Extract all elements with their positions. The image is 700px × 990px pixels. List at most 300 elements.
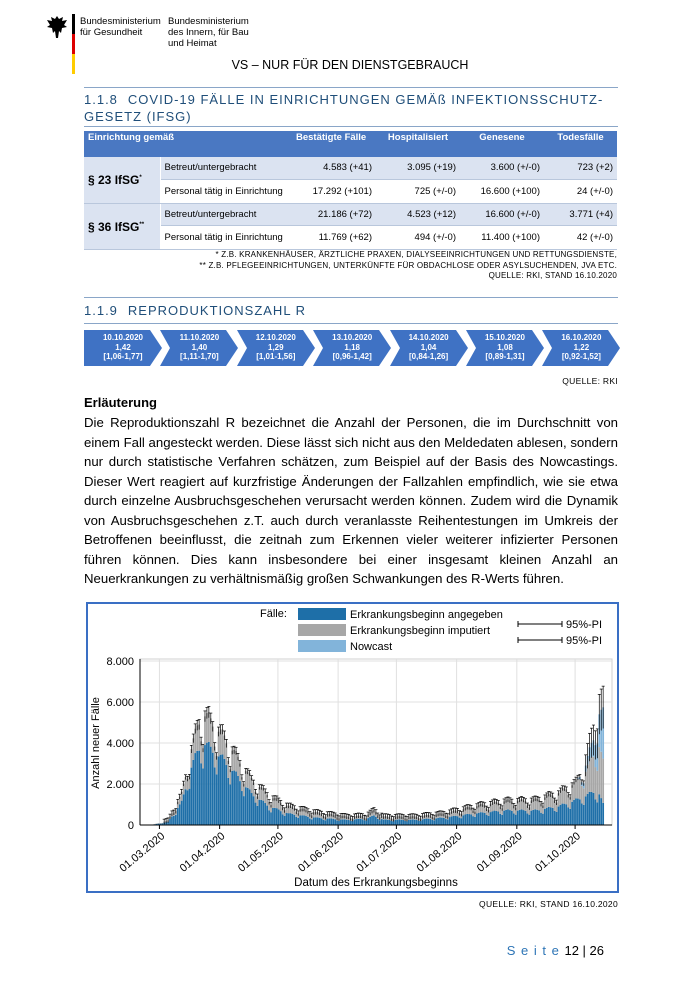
bar-reported (459, 818, 461, 825)
bar-reported (587, 794, 589, 825)
bar-reported (224, 759, 226, 825)
bar-reported (336, 820, 338, 825)
row-subcategory: Personal tätig in Einrichtung (160, 225, 290, 249)
r-value: 1,29 (268, 342, 284, 352)
bar-imputed (600, 752, 602, 798)
legend-label: Erkrankungsbeginn imputiert (350, 625, 491, 637)
bar-reported (309, 819, 311, 825)
bar-reported (416, 820, 418, 825)
bar-reported (480, 812, 482, 825)
bar-reported (595, 799, 597, 825)
bar-reported (426, 819, 428, 825)
bar-reported (253, 796, 255, 825)
legend-label: Nowcast (350, 641, 393, 653)
bar-reported (181, 801, 183, 825)
bar-reported (571, 802, 573, 825)
r-value-source: QUELLE: RKI (562, 376, 618, 386)
bar-reported (212, 753, 214, 825)
x-axis-label: Datum des Erkrankungsbeginns (294, 877, 458, 889)
bar-reported (249, 789, 251, 825)
table-header-facility: Einrichtung gemäß (84, 131, 290, 157)
bar-reported (404, 821, 406, 825)
bar-reported (350, 821, 352, 825)
group-label-23: § 23 IfSG* (84, 157, 160, 203)
r-value: 1,42 (115, 342, 131, 352)
explanation-heading: Erläuterung (84, 395, 157, 410)
table-header-hospitalized: Hospitalisiert (376, 131, 460, 157)
bar-reported (334, 819, 336, 825)
bar-reported (511, 811, 513, 825)
bar-reported (427, 819, 429, 825)
bar-reported (579, 799, 581, 825)
bar-reported (356, 819, 358, 825)
bar-reported (410, 820, 412, 825)
bar-reported (532, 810, 534, 825)
page-number: 12 | 26 (564, 943, 604, 958)
cell-deaths: 3.771 (+4) (544, 203, 617, 225)
bar-reported (379, 820, 381, 825)
bar-reported (400, 820, 402, 825)
bar-reported (218, 756, 220, 825)
r-date: 11.10.2020 (179, 333, 220, 342)
cell-recovered: 16.600 (+100) (460, 179, 544, 203)
bar-reported (288, 813, 290, 825)
bar-reported (402, 820, 404, 825)
bar-reported (505, 810, 507, 825)
bar-reported (276, 808, 278, 825)
bar-reported (439, 818, 441, 825)
bar-reported (583, 805, 585, 825)
bar-imputed (579, 779, 581, 799)
bar-reported (367, 818, 369, 825)
bar-reported (272, 808, 274, 825)
cell-confirmed: 17.292 (+101) (290, 179, 376, 203)
bar-reported (338, 821, 340, 825)
bar-reported (245, 787, 247, 825)
bar-reported (472, 816, 474, 825)
bar-reported (447, 819, 449, 825)
cell-hospitalized: 4.523 (+12) (376, 203, 460, 225)
bar-reported (490, 812, 492, 825)
bar-reported (266, 806, 268, 825)
r-confidence-interval: [0,89-1,31] (485, 352, 525, 361)
bar-reported (552, 808, 554, 825)
bar-reported (482, 812, 484, 825)
bar-reported (422, 819, 424, 825)
bar-imputed (577, 779, 579, 799)
bar-reported (470, 814, 472, 825)
bar-reported (346, 820, 348, 825)
bar-imputed (593, 757, 595, 793)
bar-reported (237, 776, 239, 825)
r-date: 12.10.2020 (255, 333, 296, 342)
r-value: 1,04 (420, 342, 437, 352)
bar-reported (462, 815, 464, 825)
bar-reported (323, 820, 325, 825)
bar-reported (391, 821, 393, 825)
page-footer (0, 943, 604, 958)
bar-reported (431, 820, 433, 825)
bar-reported (561, 804, 563, 825)
bar-reported (558, 807, 560, 825)
section-divider (84, 323, 618, 324)
section-title-ifsg: 1.1.8 COVID-19 FÄLLE IN EINRICHTUNGEN GEMÄß INFEKTIONSSCHUTZ- GESETZ (IFSG) (84, 92, 604, 124)
bar-reported (340, 819, 342, 825)
bar-reported (262, 801, 264, 825)
bar-reported (474, 817, 476, 825)
bar-reported (278, 810, 280, 825)
ministry-interior-label: Bundesministerium des Innern, für Bau und Heimat (168, 16, 249, 49)
bar-reported (352, 821, 354, 825)
bar-reported (460, 818, 462, 825)
bar-reported (412, 819, 414, 825)
r-value-arrow (390, 330, 468, 366)
r-value: 1,18 (344, 342, 360, 352)
bar-reported (371, 816, 373, 825)
bar-reported (194, 753, 196, 825)
bar-reported (519, 810, 521, 825)
bar-reported (268, 810, 270, 825)
bar-reported (389, 820, 391, 825)
bar-reported (358, 819, 360, 825)
bar-reported (361, 819, 363, 825)
bar-reported (377, 819, 379, 825)
bar-reported (499, 814, 501, 825)
r-confidence-interval: [1,06-1,77] (103, 352, 143, 361)
bar-imputed (571, 785, 573, 802)
bar-reported (270, 812, 272, 825)
bar-reported (530, 811, 532, 825)
table-row (84, 179, 617, 203)
bar-reported (441, 818, 443, 825)
bar-reported (600, 798, 602, 825)
bar-reported (342, 819, 344, 825)
bar-imputed (589, 759, 591, 792)
bar-reported (488, 816, 490, 825)
bar-reported (569, 809, 571, 825)
r-confidence-interval: [0,96-1,42] (332, 352, 372, 361)
bar-reported (247, 788, 249, 825)
table-row (84, 203, 617, 225)
cell-recovered: 16.600 (+/-0) (460, 203, 544, 225)
row-subcategory: Betreut/untergebracht (160, 157, 290, 179)
r-date: 14.10.2020 (408, 333, 449, 342)
x-tick-label: 01.09.2020 (474, 830, 525, 875)
bar-reported (169, 819, 171, 825)
bar-reported (507, 810, 509, 825)
r-date: 13.10.2020 (332, 333, 373, 342)
bar-reported (575, 798, 577, 825)
bar-reported (325, 820, 327, 825)
bar-reported (527, 814, 529, 825)
bar-reported (200, 763, 202, 825)
bar-reported (394, 820, 396, 825)
bar-reported (354, 819, 356, 825)
r-value-arrow (466, 330, 544, 366)
bar-reported (517, 811, 519, 825)
bar-reported (445, 819, 447, 825)
cell-deaths: 42 (+/-0) (544, 225, 617, 249)
bar-reported (189, 789, 191, 825)
bar-reported (173, 816, 175, 825)
bar-reported (295, 817, 297, 825)
bar-reported (567, 808, 569, 825)
bar-reported (235, 772, 237, 825)
bar-reported (598, 794, 600, 825)
bar-reported (560, 805, 562, 825)
bar-reported (478, 813, 480, 825)
bar-reported (359, 819, 361, 825)
bar-reported (375, 817, 377, 825)
y-tick-label: 2.000 (106, 779, 134, 791)
bar-reported (577, 799, 579, 825)
bar-reported (540, 813, 542, 825)
bar-reported (348, 820, 350, 825)
r-value: 1,08 (497, 342, 513, 352)
bar-reported (187, 790, 189, 825)
bar-reported (330, 818, 332, 825)
y-tick-label: 6.000 (106, 697, 134, 709)
ministry-health-label: Bundesministerium für Gesundheit (80, 16, 161, 38)
bar-reported (383, 820, 385, 825)
bar-reported (299, 815, 301, 825)
bar-reported (171, 817, 173, 825)
legend-title: Fälle: (260, 608, 287, 620)
bar-reported (591, 792, 593, 825)
bar-reported (381, 819, 383, 825)
bar-reported (602, 803, 604, 825)
x-tick-label: 01.04.2020 (177, 830, 228, 875)
bar-reported (243, 796, 245, 825)
y-tick-label: 8.000 (106, 656, 134, 668)
r-date: 10.10.2020 (102, 333, 144, 342)
bar-imputed (157, 823, 159, 824)
bar-reported (536, 810, 538, 825)
bar-reported (227, 778, 229, 825)
table-row (84, 225, 617, 249)
bar-reported (556, 812, 558, 825)
bar-reported (525, 811, 527, 825)
bar-reported (589, 792, 591, 825)
bar-reported (449, 817, 451, 825)
bar-reported (585, 796, 587, 825)
bar-reported (418, 821, 420, 825)
epicurve-chart (86, 602, 619, 893)
bar-reported (231, 771, 233, 825)
bar-reported (258, 800, 260, 825)
explanation-text: Die Reproduktionszahl R bezeichnet die Anzahl der Personen, die im Durchschnitt von einem Fall angesteckt werden. Diese lässt sich nicht aus den Meldedaten ablesen, sondern nur durch statistische Verfahren schätzen, zum Beispiel auf der Basis des Nowcastings. Dieser Wert reagiert auf kurzfristige Änderungen der Fallzahlen empfindlich, wie sie etwa durch einzelne Ausbruchsgeschehen verursacht werden können. Zudem wird die Dynamik von Ausbruchsgeschehen z.T. auch durch veranlasste Reihentestungen im Umkreis der Betroffenen beeinflusst, die zeitnah zum Erkennen vieler weiterer infizierter Personen führen können. Dies kann insbesondere bei einer insgesamt kleinen Anzahl an Neuerkrankungen zu verhältnismäßig großen Schwankungen des R-Werts führen. (84, 415, 618, 586)
bar-reported (332, 819, 334, 825)
bar-reported (297, 818, 299, 825)
bar-reported (303, 815, 305, 825)
cell-recovered: 3.600 (+/-0) (460, 157, 544, 179)
table-header-confirmed: Bestätigte Fälle (290, 131, 376, 157)
bar-reported (503, 811, 505, 825)
legend-swatch (298, 640, 346, 652)
bar-reported (321, 818, 323, 825)
bar-reported (264, 803, 266, 825)
r-value-arrow (313, 330, 391, 366)
bar-reported (284, 816, 286, 825)
y-axis-label: Anzahl neuer Fälle (90, 697, 102, 789)
bar-reported (468, 814, 470, 825)
bar-reported (292, 814, 294, 825)
row-subcategory: Betreut/untergebracht (160, 203, 290, 225)
cell-recovered: 11.400 (+100) (460, 225, 544, 249)
bar-reported (501, 815, 503, 825)
cell-hospitalized: 494 (+/-0) (376, 225, 460, 249)
bar-reported (534, 810, 536, 825)
section-divider (84, 126, 618, 127)
r-value-arrow (160, 330, 238, 366)
bar-reported (183, 794, 185, 825)
section-divider (84, 87, 618, 88)
ifsg-cases-table (84, 131, 617, 250)
bar-reported (282, 814, 284, 825)
x-tick-label: 01.07.2020 (354, 830, 405, 875)
bar-reported (216, 774, 218, 825)
bar-reported (544, 809, 546, 825)
bar-reported (369, 817, 371, 825)
bar-reported (192, 760, 194, 825)
bar-reported (206, 743, 208, 825)
bar-reported (457, 816, 459, 825)
bar-reported (443, 818, 445, 825)
bar-reported (257, 806, 259, 825)
x-tick-label: 01.08.2020 (414, 830, 465, 875)
bar-reported (437, 818, 439, 825)
bar-reported (317, 817, 319, 825)
bar-reported (286, 813, 288, 825)
bar-reported (365, 821, 367, 825)
bar-reported (385, 819, 387, 825)
bar-reported (513, 814, 515, 825)
bar-imputed (595, 767, 597, 799)
bar-reported (492, 811, 494, 825)
bar-reported (565, 804, 567, 825)
legend-pi-label: 95%-PI (566, 635, 603, 647)
table-header-recovered: Genesene (460, 131, 544, 157)
cell-deaths: 723 (+2) (544, 157, 617, 179)
bar-imputed (575, 780, 577, 799)
legend-swatch (298, 608, 346, 620)
legend-label: Erkrankungsbeginn angegeben (350, 609, 503, 621)
bar-reported (222, 755, 224, 825)
r-date: 15.10.2020 (484, 333, 526, 342)
r-value: 1,40 (191, 342, 208, 352)
bar-imputed (598, 747, 600, 794)
bar-imputed (602, 759, 604, 803)
bar-reported (581, 803, 583, 825)
bar-reported (542, 814, 544, 825)
bar-reported (214, 767, 216, 825)
bar-reported (373, 815, 375, 825)
bar-reported (563, 804, 565, 825)
bar-imputed (161, 823, 163, 824)
x-tick-label: 01.05.2020 (235, 830, 286, 875)
cell-confirmed: 21.186 (+72) (290, 203, 376, 225)
cell-hospitalized: 725 (+/-0) (376, 179, 460, 203)
group-label-36: § 36 IfSG** (84, 203, 160, 249)
bar-reported (408, 820, 410, 825)
r-confidence-interval: [1,01-1,56] (256, 352, 296, 361)
bar-reported (414, 820, 416, 825)
bar-reported (550, 807, 552, 825)
r-confidence-interval: [0,92-1,52] (561, 352, 601, 361)
bar-reported (435, 818, 437, 825)
chart-source: QUELLE: RKI, STAND 16.10.2020 (479, 899, 618, 909)
cell-confirmed: 4.583 (+41) (290, 157, 376, 179)
bar-reported (220, 755, 222, 825)
bar-imputed (583, 788, 585, 805)
bar-reported (313, 818, 315, 825)
bar-reported (509, 810, 511, 825)
bar-reported (179, 804, 181, 825)
bar-reported (229, 784, 231, 825)
bar-reported (593, 793, 595, 825)
r-confidence-interval: [0,84-1,26] (409, 352, 449, 361)
cell-confirmed: 11.769 (+62) (290, 225, 376, 249)
r-value-arrow (84, 330, 162, 366)
bar-reported (311, 819, 313, 825)
section-divider (84, 297, 618, 298)
bar-imputed (159, 823, 161, 824)
bar-reported (177, 808, 179, 825)
legend-swatch (298, 624, 346, 636)
bar-reported (191, 768, 193, 825)
bar-reported (202, 768, 204, 825)
bar-reported (208, 742, 210, 825)
bar-reported (393, 821, 395, 825)
cell-hospitalized: 3.095 (+19) (376, 157, 460, 179)
bar-reported (420, 821, 422, 825)
bar-reported (260, 800, 262, 825)
bar-reported (233, 771, 235, 825)
bar-reported (196, 751, 198, 825)
bar-reported (546, 808, 548, 825)
classification-label: VS – NUR FÜR DEN DIENSTGEBRAUCH (231, 58, 469, 72)
bar-reported (495, 811, 497, 825)
bar-reported (398, 819, 400, 825)
table-row (84, 157, 617, 179)
bar-imputed (596, 771, 598, 802)
table-header-deaths: Todesfälle (544, 131, 617, 157)
bar-reported (185, 789, 187, 825)
r-date: 16.10.2020 (561, 333, 602, 342)
bar-reported (554, 811, 556, 825)
bar-reported (484, 813, 486, 825)
bar-reported (455, 816, 457, 825)
bar-reported (363, 820, 365, 825)
bar-reported (476, 814, 478, 825)
bar-reported (396, 820, 398, 825)
bar-reported (293, 815, 295, 825)
bar-imputed (573, 782, 575, 800)
bar-reported (305, 816, 307, 825)
section-title-r-value: 1.1.9 REPRODUKTIONSZAHL R (84, 303, 307, 318)
bar-reported (433, 820, 435, 825)
bar-imputed (587, 765, 589, 794)
r-value-arrow-row (84, 330, 618, 366)
bar-reported (290, 813, 292, 825)
r-value-arrow (237, 330, 315, 366)
bar-reported (515, 815, 517, 825)
bar-reported (280, 811, 282, 825)
r-confidence-interval: [1,11-1,70] (180, 352, 219, 361)
bar-reported (241, 791, 243, 825)
bar-reported (307, 817, 309, 825)
bar-reported (175, 815, 177, 825)
